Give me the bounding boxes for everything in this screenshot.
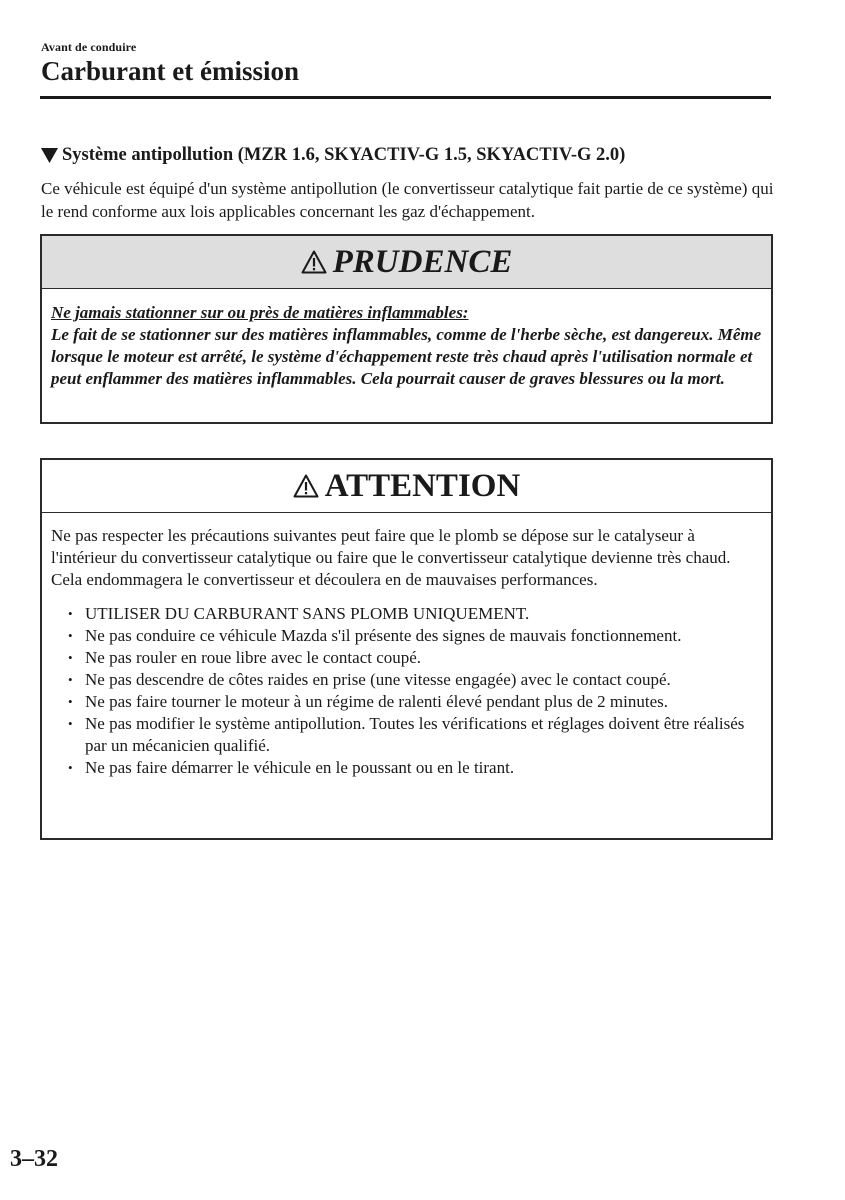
page-title: Carburant et émission xyxy=(41,56,299,86)
section-heading-text: Système antipollution (MZR 1.6, SKYACTIV-G 1.5, SKYACTIV-G 2.0) xyxy=(62,145,626,165)
breadcrumb: Avant de conduire xyxy=(41,40,137,54)
section-intro: Ce véhicule est équipé d'un système antipollution (le convertisseur catalytique fait partie de ce système) qui le rend conforme aux lois applicables concernant les gaz d'échappement. xyxy=(41,179,774,221)
header-divider xyxy=(40,96,771,99)
attention-text: Ne pas respecter les précautions suivantes peut faire que le plomb se dépose sur le catalyseur à l'intérieur du convertisseur catalytique ou faire que le convertisseur catalytique devienne très chaud. Cela endommagera le convertisseur et découlera en de mauvaises performances. xyxy=(51,526,731,589)
list-item: • UTILISER DU CARBURANT SANS PLOMB UNIQUEMENT. xyxy=(68,603,762,625)
list-item: • Ne pas modifier le système antipollution. Toutes les vérifications et réglages doivent être réalisés par un mécanicien qualifié. xyxy=(68,713,762,757)
attention-box xyxy=(40,458,773,840)
prudence-text: Le fait de se stationner sur des matières inflammables, comme de l'herbe sèche, est dangereux. Même lorsque le moteur est arrêté, le système d'échappement reste très chaud après l'utilisation normale et peut enflammer des matières inflammables. Cela pourrait causer de graves blessures ou la mort. xyxy=(51,325,762,388)
prudence-body xyxy=(42,289,771,390)
list-item: • Ne pas faire démarrer le véhicule en le poussant ou en le tirant. xyxy=(68,757,762,779)
attention-title: ATTENTION xyxy=(324,468,521,504)
list-item: • Ne pas conduire ce véhicule Mazda s'il présente des signes de mauvais fonctionnement. xyxy=(68,625,762,647)
attention-header xyxy=(42,460,771,513)
prudence-title: PRUDENCE xyxy=(332,244,513,280)
list-item: • Ne pas descendre de côtes raides en prise (une vitesse engagée) avec le contact coupé. xyxy=(68,669,762,691)
attention-body xyxy=(42,513,771,779)
warning-icon xyxy=(293,474,319,498)
warning-icon xyxy=(301,250,327,274)
list-item: • Ne pas faire tourner le moteur à un régime de ralenti élevé pendant plus de 2 minutes. xyxy=(68,691,762,713)
page-number: 3–32 xyxy=(10,1146,58,1172)
attention-list xyxy=(51,603,762,779)
prudence-subheading: Ne jamais stationner sur ou près de matières inflammables: xyxy=(51,303,469,322)
prudence-header xyxy=(42,236,771,289)
triangle-down-icon xyxy=(41,148,58,163)
list-item: • Ne pas rouler en roue libre avec le contact coupé. xyxy=(68,647,762,669)
prudence-box xyxy=(40,234,773,424)
section-heading xyxy=(41,143,625,167)
